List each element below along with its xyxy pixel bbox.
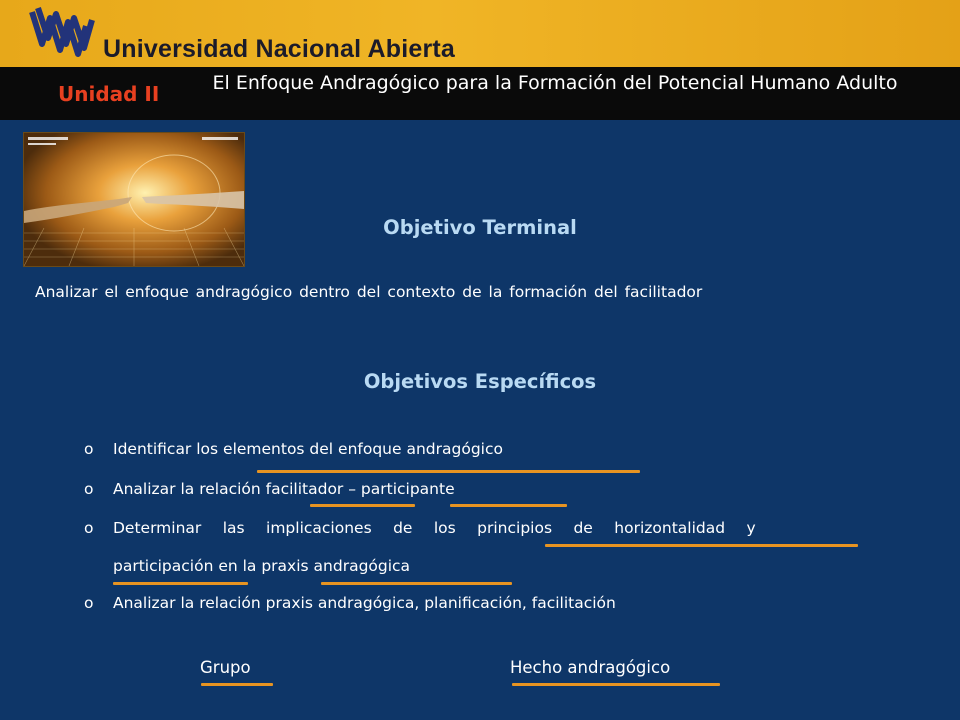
page-title: El Enfoque Andragógico para la Formación del Potencial Humano Adulto <box>212 72 898 94</box>
underline <box>321 582 512 585</box>
bullet-marker: o <box>84 480 94 498</box>
underline <box>545 544 858 547</box>
specific-objectives-heading: Objetivos Específicos <box>363 370 597 393</box>
bullet-marker: o <box>84 519 94 537</box>
bullet-marker: o <box>84 594 94 612</box>
unit-label: Unidad II <box>58 82 160 106</box>
terminal-objective-heading: Objetivo Terminal <box>383 216 577 239</box>
list-item: Analizar la relación praxis andragógica, planificación, facilitación <box>113 594 616 612</box>
list-item: Analizar la relación facilitador – participante <box>113 480 455 498</box>
list-item-continuation: participación en la praxis andragógica <box>113 557 411 575</box>
underline <box>257 470 640 473</box>
list-item: Determinar las implicaciones de los principios de horizontalidad y <box>113 519 756 537</box>
terminal-objective-text: Analizar el enfoque andragógico dentro del contexto de la formación del facilitador <box>35 283 703 301</box>
underline <box>310 504 415 507</box>
una-logo-icon <box>28 4 98 64</box>
underline <box>512 683 720 686</box>
underline <box>201 683 273 686</box>
andragogic-fact-label: Hecho andragógico <box>510 658 671 677</box>
top-banner <box>0 0 960 67</box>
university-name: Universidad Nacional Abierta <box>103 35 455 63</box>
underline <box>113 582 248 585</box>
bullet-marker: o <box>84 440 94 458</box>
underline <box>450 504 567 507</box>
list-item: Identificar los elementos del enfoque andragógico <box>113 440 503 458</box>
hands-touching-image <box>23 132 245 267</box>
group-label: Grupo <box>200 658 251 677</box>
